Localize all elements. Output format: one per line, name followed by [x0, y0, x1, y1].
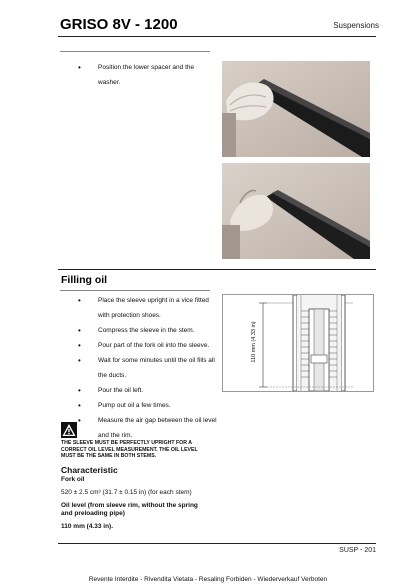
- step-text: Pour the oil left.: [98, 387, 144, 394]
- step-text: Measure the air gap between the oil level and the rim.: [98, 417, 217, 439]
- footer-rule: [58, 543, 376, 544]
- list-item: [78, 353, 220, 383]
- list-item: [78, 60, 210, 90]
- page-number: SUSP - 201: [339, 547, 376, 554]
- warning-line: CORRECT OIL LEVEL MEASUREMENT. THE OIL LEVEL: [61, 446, 198, 453]
- bullet-icon: •: [78, 356, 81, 365]
- oil-level-label-cont: and preloading pipe): [61, 510, 125, 517]
- warning-text: [61, 440, 221, 460]
- oil-level-value: 110 mm (4.33 in).: [61, 523, 114, 530]
- divider: [60, 51, 210, 52]
- top-step-list: [78, 60, 210, 90]
- photo-washer: [222, 163, 370, 259]
- photo-illustration: [222, 61, 370, 157]
- resale-notice: Revente Interdite - Rivendita Vietata - Resaling Forbiden - Wiederverkauf Verboten: [88, 576, 328, 583]
- step-text: Pump out oil a few times.: [98, 402, 171, 409]
- warning-line: MUST BE THE SAME IN BOTH STEMS.: [61, 453, 157, 459]
- bullet-icon: •: [78, 296, 81, 305]
- bullet-icon: •: [78, 341, 81, 350]
- photo-lower-spacer: [222, 61, 370, 157]
- fork-oil-value: 520 ± 2.5 cm³ (31.7 ± 0.15 in) (for each stem): [61, 489, 192, 496]
- photo-illustration: [222, 163, 370, 259]
- bullet-icon: •: [78, 326, 81, 335]
- section-title: Filling oil: [61, 274, 108, 286]
- characteristic-title: Characteristic: [61, 465, 118, 475]
- dimension-label-holder: [249, 311, 259, 373]
- page-title: GRISO 8V - 1200: [60, 16, 178, 33]
- list-item: [78, 293, 220, 323]
- bullet-icon: •: [78, 386, 81, 395]
- divider: [60, 290, 210, 291]
- header-rule: [58, 36, 376, 37]
- section-label: Suspensions: [333, 21, 379, 30]
- bullet-icon: •: [78, 63, 81, 72]
- step-text: Pour part of the fork oil into the sleeve.: [98, 342, 210, 349]
- list-item: [78, 413, 220, 443]
- step-text: Position the lower spacer and the washer.: [98, 64, 195, 86]
- step-text: Wait for some minutes until the oil fills all the ducts.: [98, 357, 215, 379]
- fork-section-drawing: [223, 295, 373, 391]
- oil-level-diagram: [222, 294, 374, 392]
- section-rule: [58, 269, 376, 270]
- list-item: [78, 383, 220, 398]
- dimension-label: 110 mm (4.33 in): [251, 321, 257, 363]
- warning-triangle-icon: [61, 422, 77, 438]
- step-text: Compress the sleeve in the stem.: [98, 327, 195, 334]
- fork-oil-label: Fork oil: [61, 476, 85, 483]
- list-item: [78, 323, 220, 338]
- step-text: Place the sleeve upright in a vice fitted with protection shoes.: [98, 297, 209, 319]
- oil-level-label: Oil level (from sleeve rim, without the spring: [61, 502, 198, 509]
- bullet-icon: •: [78, 401, 81, 410]
- bullet-icon: •: [78, 416, 81, 425]
- filling-step-list: [78, 293, 220, 443]
- warning-line: THE SLEEVE MUST BE PERFECTLY UPRIGHT FOR A: [61, 440, 192, 446]
- list-item: [78, 398, 220, 413]
- list-item: [78, 338, 220, 353]
